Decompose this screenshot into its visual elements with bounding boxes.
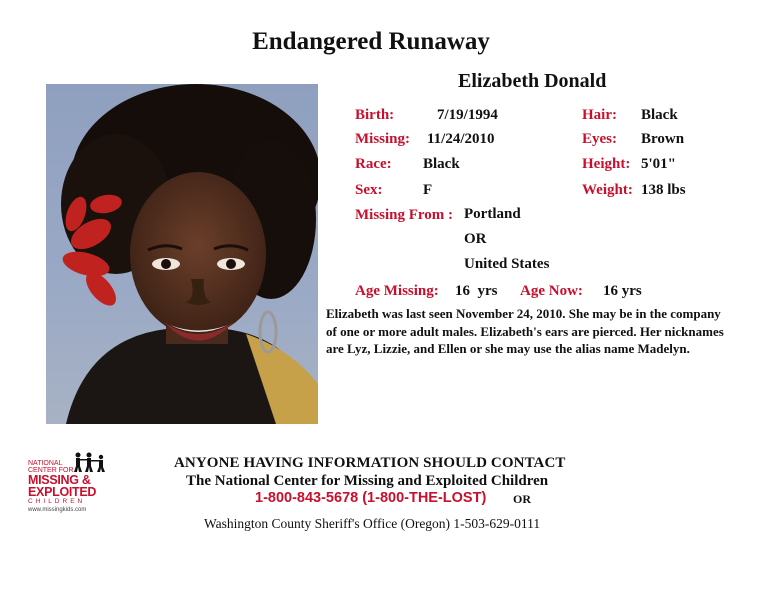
hair-label: Hair:: [582, 107, 617, 123]
missing-country: United States: [464, 256, 550, 272]
logo-center-for: CENTER FOR: [28, 467, 74, 474]
weight-value: 138 lbs: [641, 182, 686, 198]
or-text: OR: [513, 492, 531, 506]
missing-city: Portland: [464, 206, 521, 222]
age-now-label: Age Now:: [520, 283, 583, 299]
logo-url: www.missingkids.com: [28, 507, 87, 513]
missing-label: Missing:: [355, 131, 411, 147]
missing-from-label: Missing From :: [355, 207, 454, 223]
hotline-phone: 1-800-843-5678 (1-800-THE-LOST): [255, 490, 487, 506]
race-value: Black: [423, 156, 460, 172]
person-name: Elizabeth Donald: [458, 70, 607, 92]
eyes-label: Eyes:: [582, 131, 617, 147]
missing-state: OR: [464, 231, 487, 247]
sheriff-contact: Washington County Sheriff's Office (Oregon) 1-503-629-0111: [204, 516, 541, 531]
logo-exploited: EXPLOITED: [28, 485, 97, 499]
height-value: 5'01": [641, 156, 676, 172]
sex-value: F: [423, 182, 433, 198]
person-photo: [46, 84, 318, 424]
sex-label: Sex:: [355, 182, 383, 198]
ncmec-logo: [28, 452, 148, 514]
race-label: Race:: [355, 156, 392, 172]
logo-children: CHILDREN: [28, 498, 86, 505]
poster-title: Endangered Runaway: [252, 28, 490, 55]
eyes-value: Brown: [641, 131, 685, 147]
height-label: Height:: [582, 156, 631, 172]
children-figures-icon: [72, 452, 112, 472]
case-description: Elizabeth was last seen November 24, 2010. She may be in the company of one or more adult males. Elizabeth's ears are pierced. Her nicknames are Lyz, Lizzie, and Ellen or she may use the alias name Madelyn.: [326, 306, 724, 356]
hair-value: Black: [641, 107, 678, 123]
contact-organization: The National Center for Missing and Exploited Children: [186, 473, 549, 489]
portrait-illustration: [46, 84, 318, 424]
contact-heading: ANYONE HAVING INFORMATION SHOULD CONTACT: [174, 455, 566, 471]
weight-label: Weight:: [582, 182, 633, 198]
logo-missing: MISSING &: [28, 473, 91, 487]
age-missing-value: 16 yrs: [455, 283, 498, 299]
missing-value: 11/24/2010: [427, 131, 495, 147]
age-missing-label: Age Missing:: [355, 283, 439, 299]
logo-national: NATIONAL: [28, 460, 63, 467]
birth-value: 7/19/1994: [437, 107, 498, 123]
age-now-value: 16 yrs: [603, 283, 642, 299]
birth-label: Birth:: [355, 107, 395, 123]
